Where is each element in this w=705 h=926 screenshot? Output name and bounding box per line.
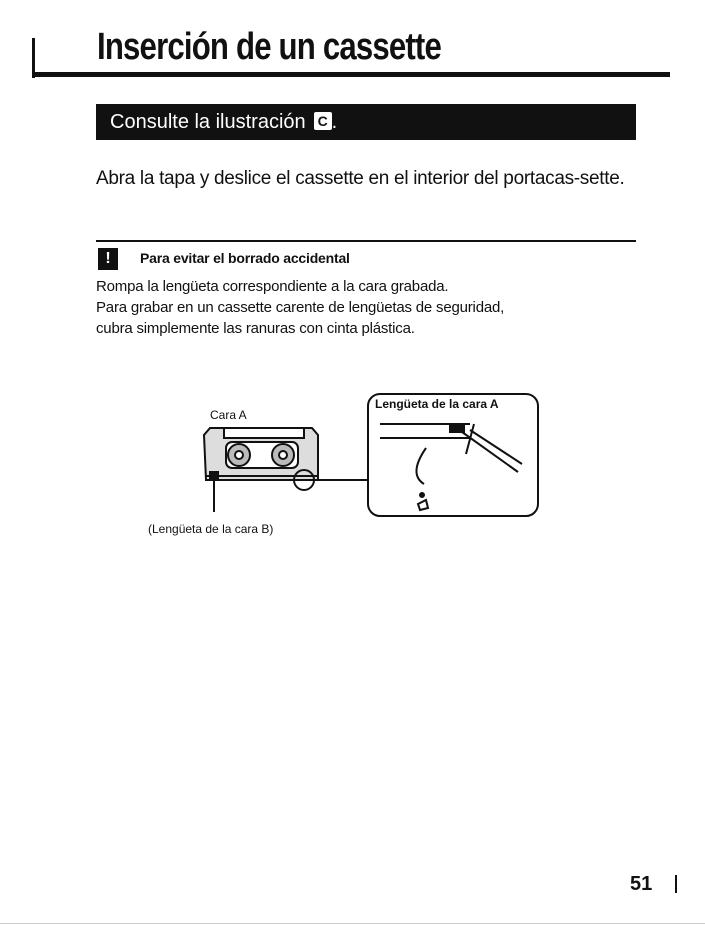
cassette-drawing: [204, 428, 368, 512]
edge-mark: [675, 875, 677, 893]
banner-text: Consulte la ilustración: [110, 111, 306, 133]
note-line-3: cubra simplemente las ranuras con cinta plástica.: [96, 320, 415, 337]
figure-ref-badge: C: [314, 112, 332, 130]
scan-edge: [0, 923, 705, 924]
note-line-2: Para grabar en un cassette carente de lengüetas de seguridad,: [96, 299, 505, 316]
note-body: [96, 276, 656, 339]
page-number: 51: [630, 873, 653, 895]
page-title: Inserción de un cassette: [97, 26, 441, 68]
banner-suffix: .: [331, 111, 338, 133]
instruction-text: Abra la tapa y deslice el cassette en el interior del portacas-sette.: [96, 168, 625, 189]
note-divider: [96, 240, 636, 242]
note-line-1: Rompa la lengüeta correspondiente a la cara grabada.: [96, 278, 449, 295]
tab-detail-callout: [368, 394, 538, 516]
note-heading: Para evitar el borrado accidental: [140, 250, 350, 266]
tab-side-a-label: Lengüeta de la cara A: [375, 397, 499, 411]
illustration-reference-banner: [96, 104, 636, 140]
warning-icon: !: [98, 248, 118, 270]
instruction-paragraph: [96, 165, 656, 192]
tab-side-b-label: (Lengüeta de la cara B): [148, 522, 274, 536]
title-underline: [32, 72, 670, 77]
side-a-label: Cara A: [210, 408, 247, 422]
